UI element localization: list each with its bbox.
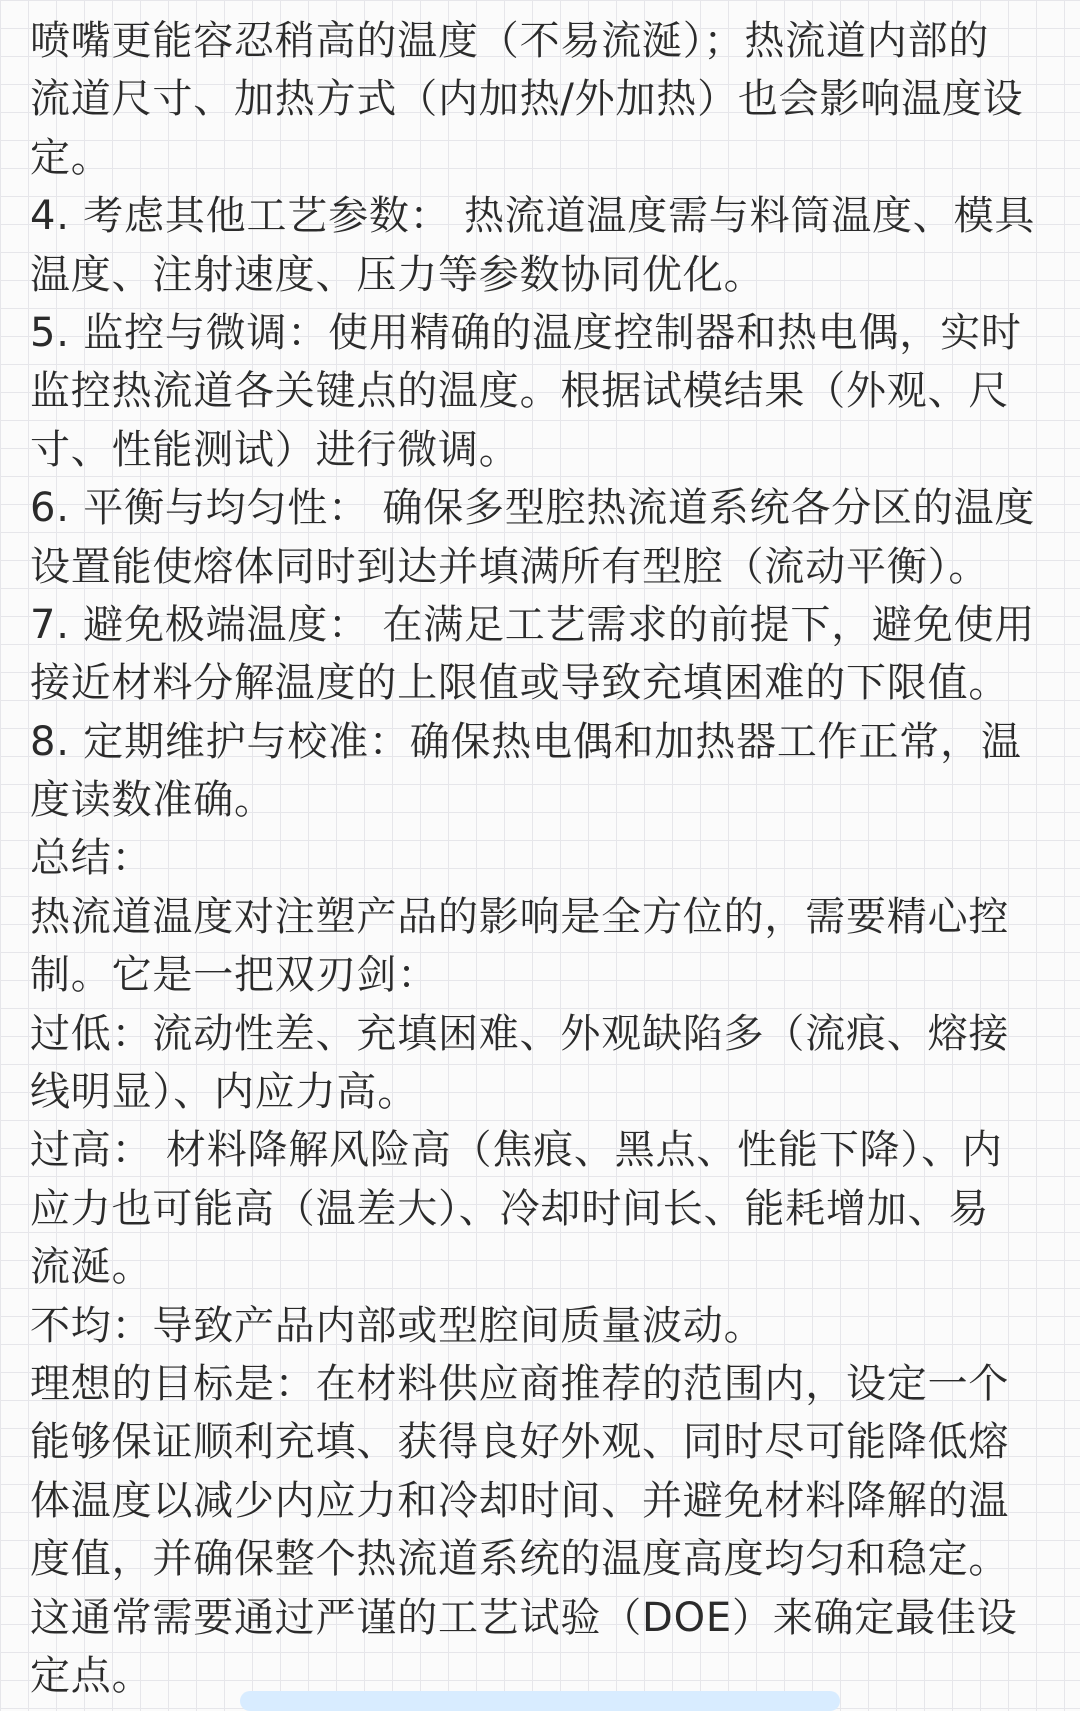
summary-intro-line-2: 制。它是一把双刃剑： (30, 952, 438, 999)
list-item-5-line-1: 5. 监控与微调：使用精确的温度控制器和热电偶，实时 (30, 309, 1022, 356)
summary-goal-line-3: 体温度以减少内应力和冷却时间、并避免材料降解的温 (30, 1477, 1010, 1524)
list-item-5-line-2: 监控热流道各关键点的温度。根据试模结果（外观、尺 (30, 368, 1010, 415)
bottom-highlight-bar (240, 1691, 840, 1711)
summary-too-high-line-2: 应力也可能高（温差大）、冷却时间长、能耗增加、易 (30, 1185, 990, 1232)
text-line-nozzle-temp: 喷嘴更能容忍稍高的温度（不易流涎）；热流道内部的 (30, 18, 990, 64)
summary-too-high-line-3: 流涎。 (30, 1244, 153, 1291)
list-item-7-line-1: 7. 避免极端温度： 在满足工艺需求的前提下，避免使用 (30, 601, 1036, 648)
list-item-8-line-1: 8. 定期维护与校准：确保热电偶和加热器工作正常，温 (30, 718, 1022, 765)
list-item-7-line-2: 接近材料分解温度的上限值或导致充填困难的下限值。 (30, 660, 1010, 707)
summary-too-high-line-1: 过高： 材料降解风险高（焦痕、黑点、性能下降）、内 (30, 1127, 1003, 1174)
list-item-5-line-3: 寸、性能测试）进行微调。 (30, 426, 520, 473)
summary-too-low-line-2: 线明显）、内应力高。 (30, 1069, 418, 1116)
list-item-6-line-1: 6. 平衡与均匀性： 确保多型腔热流道系统各分区的温度 (30, 485, 1036, 532)
list-item-4-line-2: 温度、注射速度、压力等参数协同优化。 (30, 251, 765, 298)
summary-uneven-line: 不均：导致产品内部或型腔间质量波动。 (30, 1302, 765, 1349)
text-line-runner-size: 流道尺寸、加热方式（内加热/外加热）也会影响温度设 (30, 76, 1024, 123)
list-item-4-line-1: 4. 考虑其他工艺参数： 热流道温度需与料筒温度、模具 (30, 193, 1036, 240)
list-item-8-line-2: 度读数准确。 (30, 777, 275, 824)
article-body (30, 12, 1040, 1705)
summary-goal-line-5: 这通常需要通过严谨的工艺试验（DOE）来确定最佳设 (30, 1594, 1018, 1641)
summary-too-low-line-1: 过低：流动性差、充填困难、外观缺陷多（流痕、熔接 (30, 1010, 1010, 1057)
summary-goal-line-6: 定点。 (30, 1652, 153, 1699)
summary-intro-line-1: 热流道温度对注塑产品的影响是全方位的，需要精心控 (30, 893, 1010, 940)
text-line-setting-end: 定。 (30, 134, 112, 181)
summary-heading: 总结： (30, 835, 153, 882)
summary-goal-line-1: 理想的目标是：在材料供应商推荐的范围内，设定一个 (30, 1360, 1010, 1407)
summary-goal-line-4: 度值，并确保整个热流道系统的温度高度均匀和稳定。 (30, 1536, 1010, 1583)
list-item-6-line-2: 设置能使熔体同时到达并填满所有型腔（流动平衡）。 (30, 543, 990, 590)
summary-goal-line-2: 能够保证顺利充填、获得良好外观、同时尽可能降低熔 (30, 1419, 1010, 1466)
